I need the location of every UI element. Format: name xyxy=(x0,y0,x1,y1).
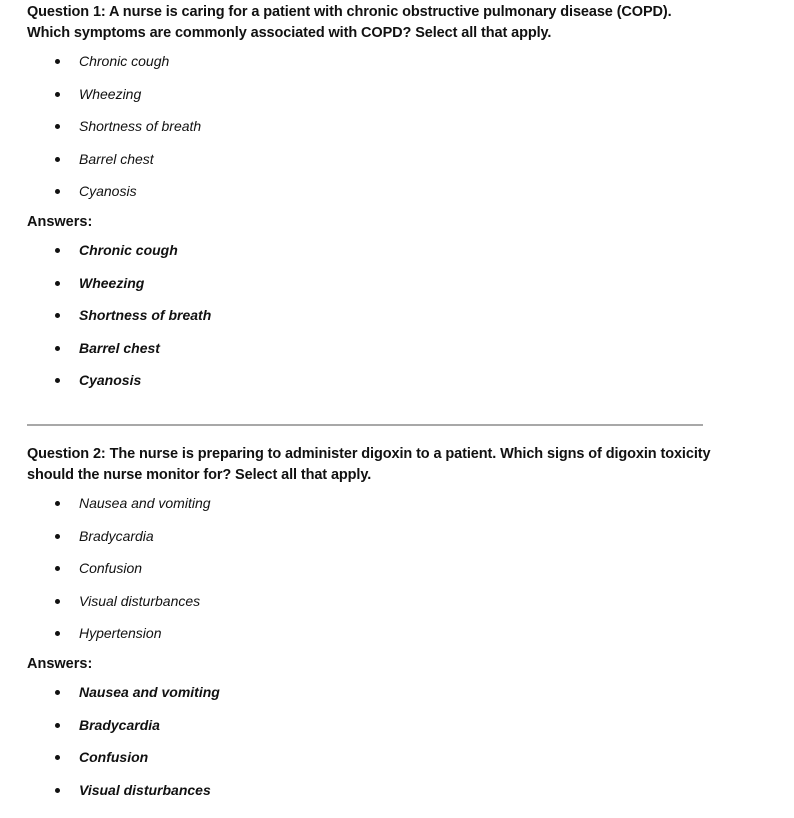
option-item: Hypertension xyxy=(27,617,717,650)
question-2 xyxy=(27,444,717,806)
section-divider xyxy=(27,424,703,426)
question-1-options xyxy=(27,45,717,208)
question-1 xyxy=(27,2,717,397)
answer-item: Bradycardia xyxy=(27,709,717,742)
answer-item: Nausea and vomiting xyxy=(27,676,717,709)
question-2-options xyxy=(27,487,717,650)
question-2-text: Question 2: The nurse is preparing to administer digoxin to a patient. Which signs of digoxin toxicity should the nurse monitor for? Select all that apply. xyxy=(27,446,711,483)
option-item: Wheezing xyxy=(27,78,717,111)
answer-item: Wheezing xyxy=(27,267,717,300)
option-item: Barrel chest xyxy=(27,143,717,176)
answer-item: Confusion xyxy=(27,741,717,774)
answer-item: Shortness of breath xyxy=(27,299,717,332)
option-item: Visual disturbances xyxy=(27,585,717,618)
option-item: Shortness of breath xyxy=(27,110,717,143)
option-item: Chronic cough xyxy=(27,45,717,78)
answer-item: Chronic cough xyxy=(27,234,717,267)
answer-item: Cyanosis xyxy=(27,364,717,397)
option-item: Cyanosis xyxy=(27,175,717,208)
question-1-answers xyxy=(27,234,717,397)
answers-label: Answers: xyxy=(27,213,93,230)
answer-item: Barrel chest xyxy=(27,332,717,365)
answers-label: Answers: xyxy=(27,655,93,672)
question-1-text: Question 1: A nurse is caring for a patient with chronic obstructive pulmonary disease (COPD). Which symptoms are commonly associated with COPD? Select all that apply. xyxy=(27,4,672,41)
question-2-answers xyxy=(27,676,717,806)
option-item: Confusion xyxy=(27,552,717,585)
option-item: Bradycardia xyxy=(27,520,717,553)
answer-item: Visual disturbances xyxy=(27,774,717,807)
option-item: Nausea and vomiting xyxy=(27,487,717,520)
